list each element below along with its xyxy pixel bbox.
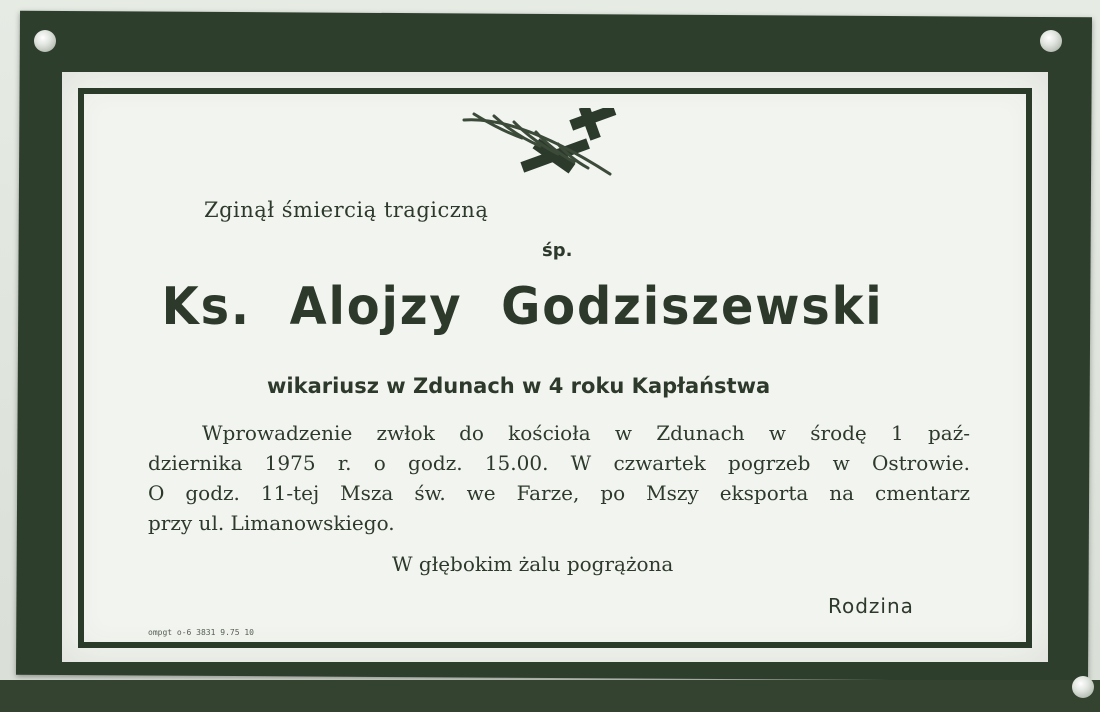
family-signature: Rodzina bbox=[828, 594, 914, 618]
printer-mark: ompgt o-6 3831 9.75 10 bbox=[148, 628, 254, 637]
pin-top-right-icon bbox=[1040, 30, 1062, 52]
condolence-line: W głębokim żalu pogrążona bbox=[392, 552, 674, 576]
pin-bottom-right-icon bbox=[1072, 676, 1094, 698]
details-line: O godz. 11-tej Msza św. we Farze, po Mszy eksporta na cmentarz bbox=[148, 481, 970, 505]
details-line: dziernika 1975 r. o godz. 15.00. W czwartek pogrzeb w Ostrowie. bbox=[148, 451, 970, 475]
details-line: przy ul. Limanowskiego. bbox=[148, 511, 395, 535]
deceased-prefix: śp. bbox=[542, 240, 573, 261]
deceased-name: Ks. Alojzy Godziszewski bbox=[161, 277, 884, 337]
funeral-details bbox=[148, 418, 970, 538]
pin-top-left-icon bbox=[34, 30, 56, 52]
board-lower-edge bbox=[0, 680, 1100, 712]
cross-with-palm-icon bbox=[460, 108, 636, 182]
details-line: Wprowadzenie zwłok do kościoła w Zdunach w środę 1 paź- bbox=[202, 421, 970, 445]
intro-line: Zginął śmiercią tragiczną bbox=[204, 198, 489, 222]
deceased-role: wikariusz w Zdunach w 4 roku Kapłaństwa bbox=[267, 374, 771, 398]
obituary-notice bbox=[62, 72, 1048, 662]
